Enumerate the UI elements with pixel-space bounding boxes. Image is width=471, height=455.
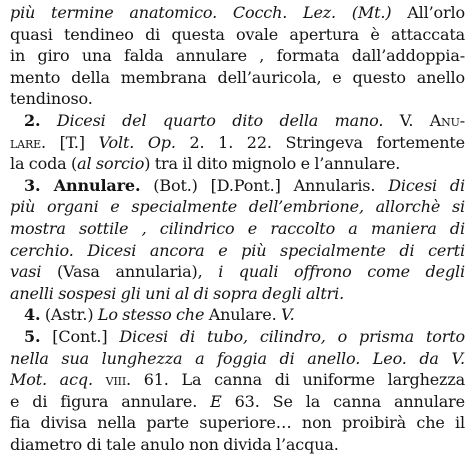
text-line bbox=[10, 304, 465, 326]
text-run: mostra sottile , cilindrico e raccolto a maniera di bbox=[10, 218, 465, 238]
text-run: fia divisa nella parte superiore… non proibirà che il bbox=[10, 413, 465, 433]
text-run: Volt. Op. bbox=[98, 132, 176, 152]
text-run: 2. 1. 22. Stringeva fortemente bbox=[175, 132, 465, 152]
text-run: All’orlo bbox=[391, 3, 465, 22]
text-line bbox=[10, 369, 465, 391]
text-run: diametro di tale anulo non divida l’acqua. bbox=[10, 434, 339, 454]
text-line bbox=[10, 110, 465, 132]
text-run: Anulare. bbox=[204, 305, 281, 325]
text-line bbox=[10, 412, 465, 434]
text-run: V. bbox=[383, 110, 430, 130]
text-run: quasi tendineo di questa ovale apertura è attaccata bbox=[10, 24, 465, 44]
text-line bbox=[10, 391, 465, 413]
text-run bbox=[93, 370, 106, 389]
text-line bbox=[10, 24, 465, 46]
text-run: più organi e specialmente dell’embrione, allorchè si bbox=[10, 197, 465, 217]
text-line bbox=[10, 67, 465, 89]
text-line bbox=[10, 2, 465, 24]
text-run: ) tra il dito mignolo e l’annulare. bbox=[144, 154, 401, 174]
text-run: (Astr.) bbox=[40, 305, 98, 325]
text-run: 3. Annulare. bbox=[24, 175, 141, 195]
text-run: i quali offrono come degli bbox=[218, 262, 465, 282]
text-run: cerchio. Dicesi ancora e più specialmente di certi bbox=[10, 240, 465, 260]
text-run: 5. bbox=[24, 326, 41, 346]
text-run: vasi bbox=[10, 262, 42, 282]
text-run: viii bbox=[105, 370, 127, 390]
text-run: la coda ( bbox=[10, 154, 78, 174]
text-run: e di figura annulare. bbox=[10, 391, 211, 411]
text-line bbox=[10, 153, 465, 175]
text-run: . [T.] bbox=[40, 132, 99, 152]
text-run: E bbox=[210, 391, 222, 411]
text-run: [Cont.] bbox=[40, 326, 120, 346]
text-run: in giro una falda annulare , formata dall’addoppia- bbox=[10, 46, 465, 66]
text-line bbox=[10, 240, 465, 262]
text-run: 4. bbox=[24, 305, 41, 325]
text-run: tendinoso. bbox=[10, 89, 93, 109]
text-run: Dicesi del quarto dito della mano. bbox=[40, 110, 384, 130]
text-run: anelli sospesi gli uni al di sopra degli altri. bbox=[10, 283, 345, 303]
text-line bbox=[10, 45, 465, 67]
text-line bbox=[10, 196, 465, 218]
text-run: (Vasa annularia), bbox=[41, 262, 219, 282]
text-run: Dicesi di bbox=[388, 175, 465, 195]
text-run: al sorcio bbox=[77, 154, 145, 174]
text-line bbox=[10, 132, 465, 154]
text-run: Dicesi di tubo, cilindro, o prisma torto bbox=[119, 326, 465, 346]
text-run: . 61. La canna di uniforme larghezza bbox=[126, 370, 465, 390]
text-run: V. bbox=[280, 305, 295, 325]
text-line bbox=[10, 434, 465, 455]
text-run: (Bot.) [D.Pont.] Annularis. bbox=[140, 175, 389, 195]
text-line bbox=[10, 88, 465, 110]
text-line bbox=[10, 348, 465, 370]
text-run: 63. Se la canna annulare bbox=[221, 391, 465, 411]
entry-text bbox=[10, 2, 465, 455]
text-line bbox=[10, 326, 465, 348]
text-run: Lo stesso che bbox=[97, 305, 205, 325]
text-run: 2. bbox=[24, 110, 41, 130]
text-run: nella sua lunghezza a foggia di anello. Leo. da V. bbox=[10, 348, 465, 368]
text-run: più termine anatomico. Cocch. Lez. (Mt.) bbox=[10, 3, 392, 22]
text-line bbox=[10, 261, 465, 283]
text-line bbox=[10, 283, 465, 305]
text-run: mento della membrana dell’auricola, e questo anello bbox=[10, 67, 465, 87]
text-run: Anu- bbox=[429, 110, 465, 130]
text-line bbox=[10, 218, 465, 240]
text-run: Mot. acq. bbox=[10, 370, 93, 390]
text-line bbox=[10, 175, 465, 197]
text-run: lare bbox=[10, 132, 41, 152]
